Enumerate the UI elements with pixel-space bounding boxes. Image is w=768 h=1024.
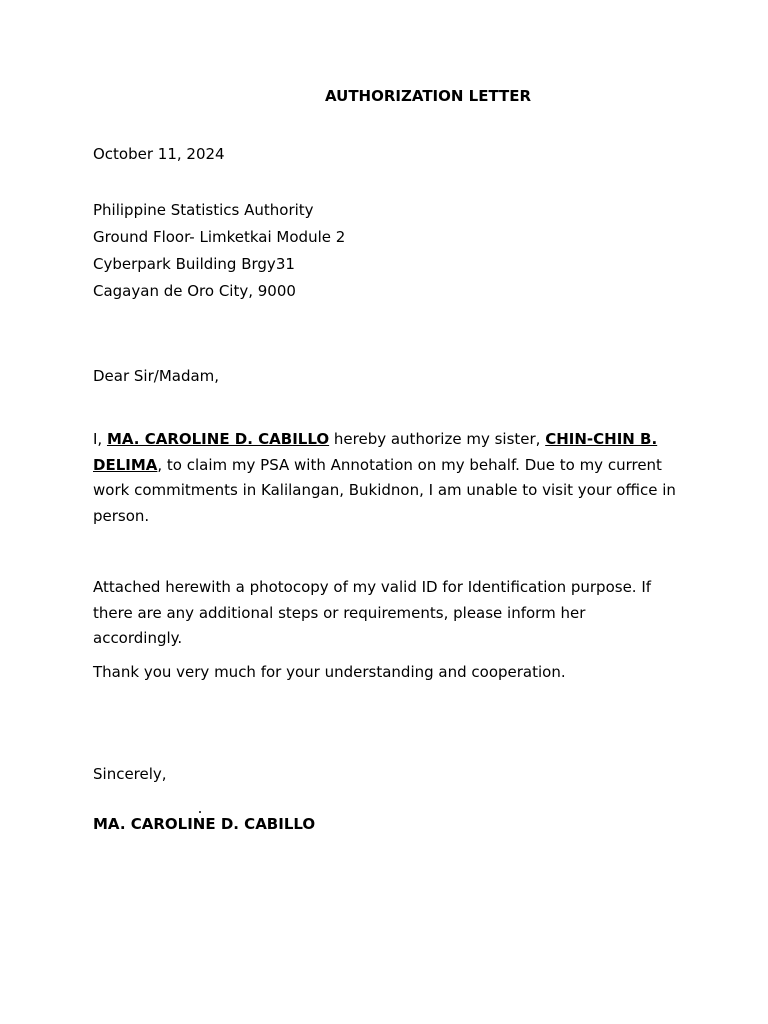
body-suffix: , to claim my PSA with Annotation on my behalf. Due to my current work commitments in Kalilangan, Bukidnon, I am unable to visit your office in person. xyxy=(93,455,676,526)
grantor-name: MA. CAROLINE D. CABILLO xyxy=(106,430,330,448)
recipient-line-3: Cyberpark Building Brgy31 xyxy=(93,255,295,273)
closing: Sincerely, xyxy=(93,765,167,783)
salutation: Dear Sir/Madam, xyxy=(93,367,220,385)
signature-name: MA. CAROLINE D. CABILLO xyxy=(93,815,316,833)
body-paragraph-3: Thank you very much for your understanding and cooperation. xyxy=(93,663,566,681)
authorized-person-name: CHIN-CHIN B. DELIMA xyxy=(93,430,658,474)
body-prefix: I, xyxy=(93,430,107,448)
body-middle: hereby authorize my sister, xyxy=(329,430,546,448)
recipient-line-2: Ground Floor- Limketkai Module 2 xyxy=(93,228,346,246)
letter-date: October 11, 2024 xyxy=(93,145,225,163)
body-paragraph-2: Attached herewith a photocopy of my valid ID for Identification purpose. If there are any additional steps or requirements, please inform her accordingly. xyxy=(93,578,652,648)
recipient-line-1: Philippine Statistics Authority xyxy=(93,201,314,219)
letter-title: AUTHORIZATION LETTER xyxy=(325,87,532,105)
signature-mark xyxy=(199,811,201,813)
body-paragraph-1 xyxy=(93,427,678,530)
recipient-line-4: Cagayan de Oro City, 9000 xyxy=(93,282,296,300)
